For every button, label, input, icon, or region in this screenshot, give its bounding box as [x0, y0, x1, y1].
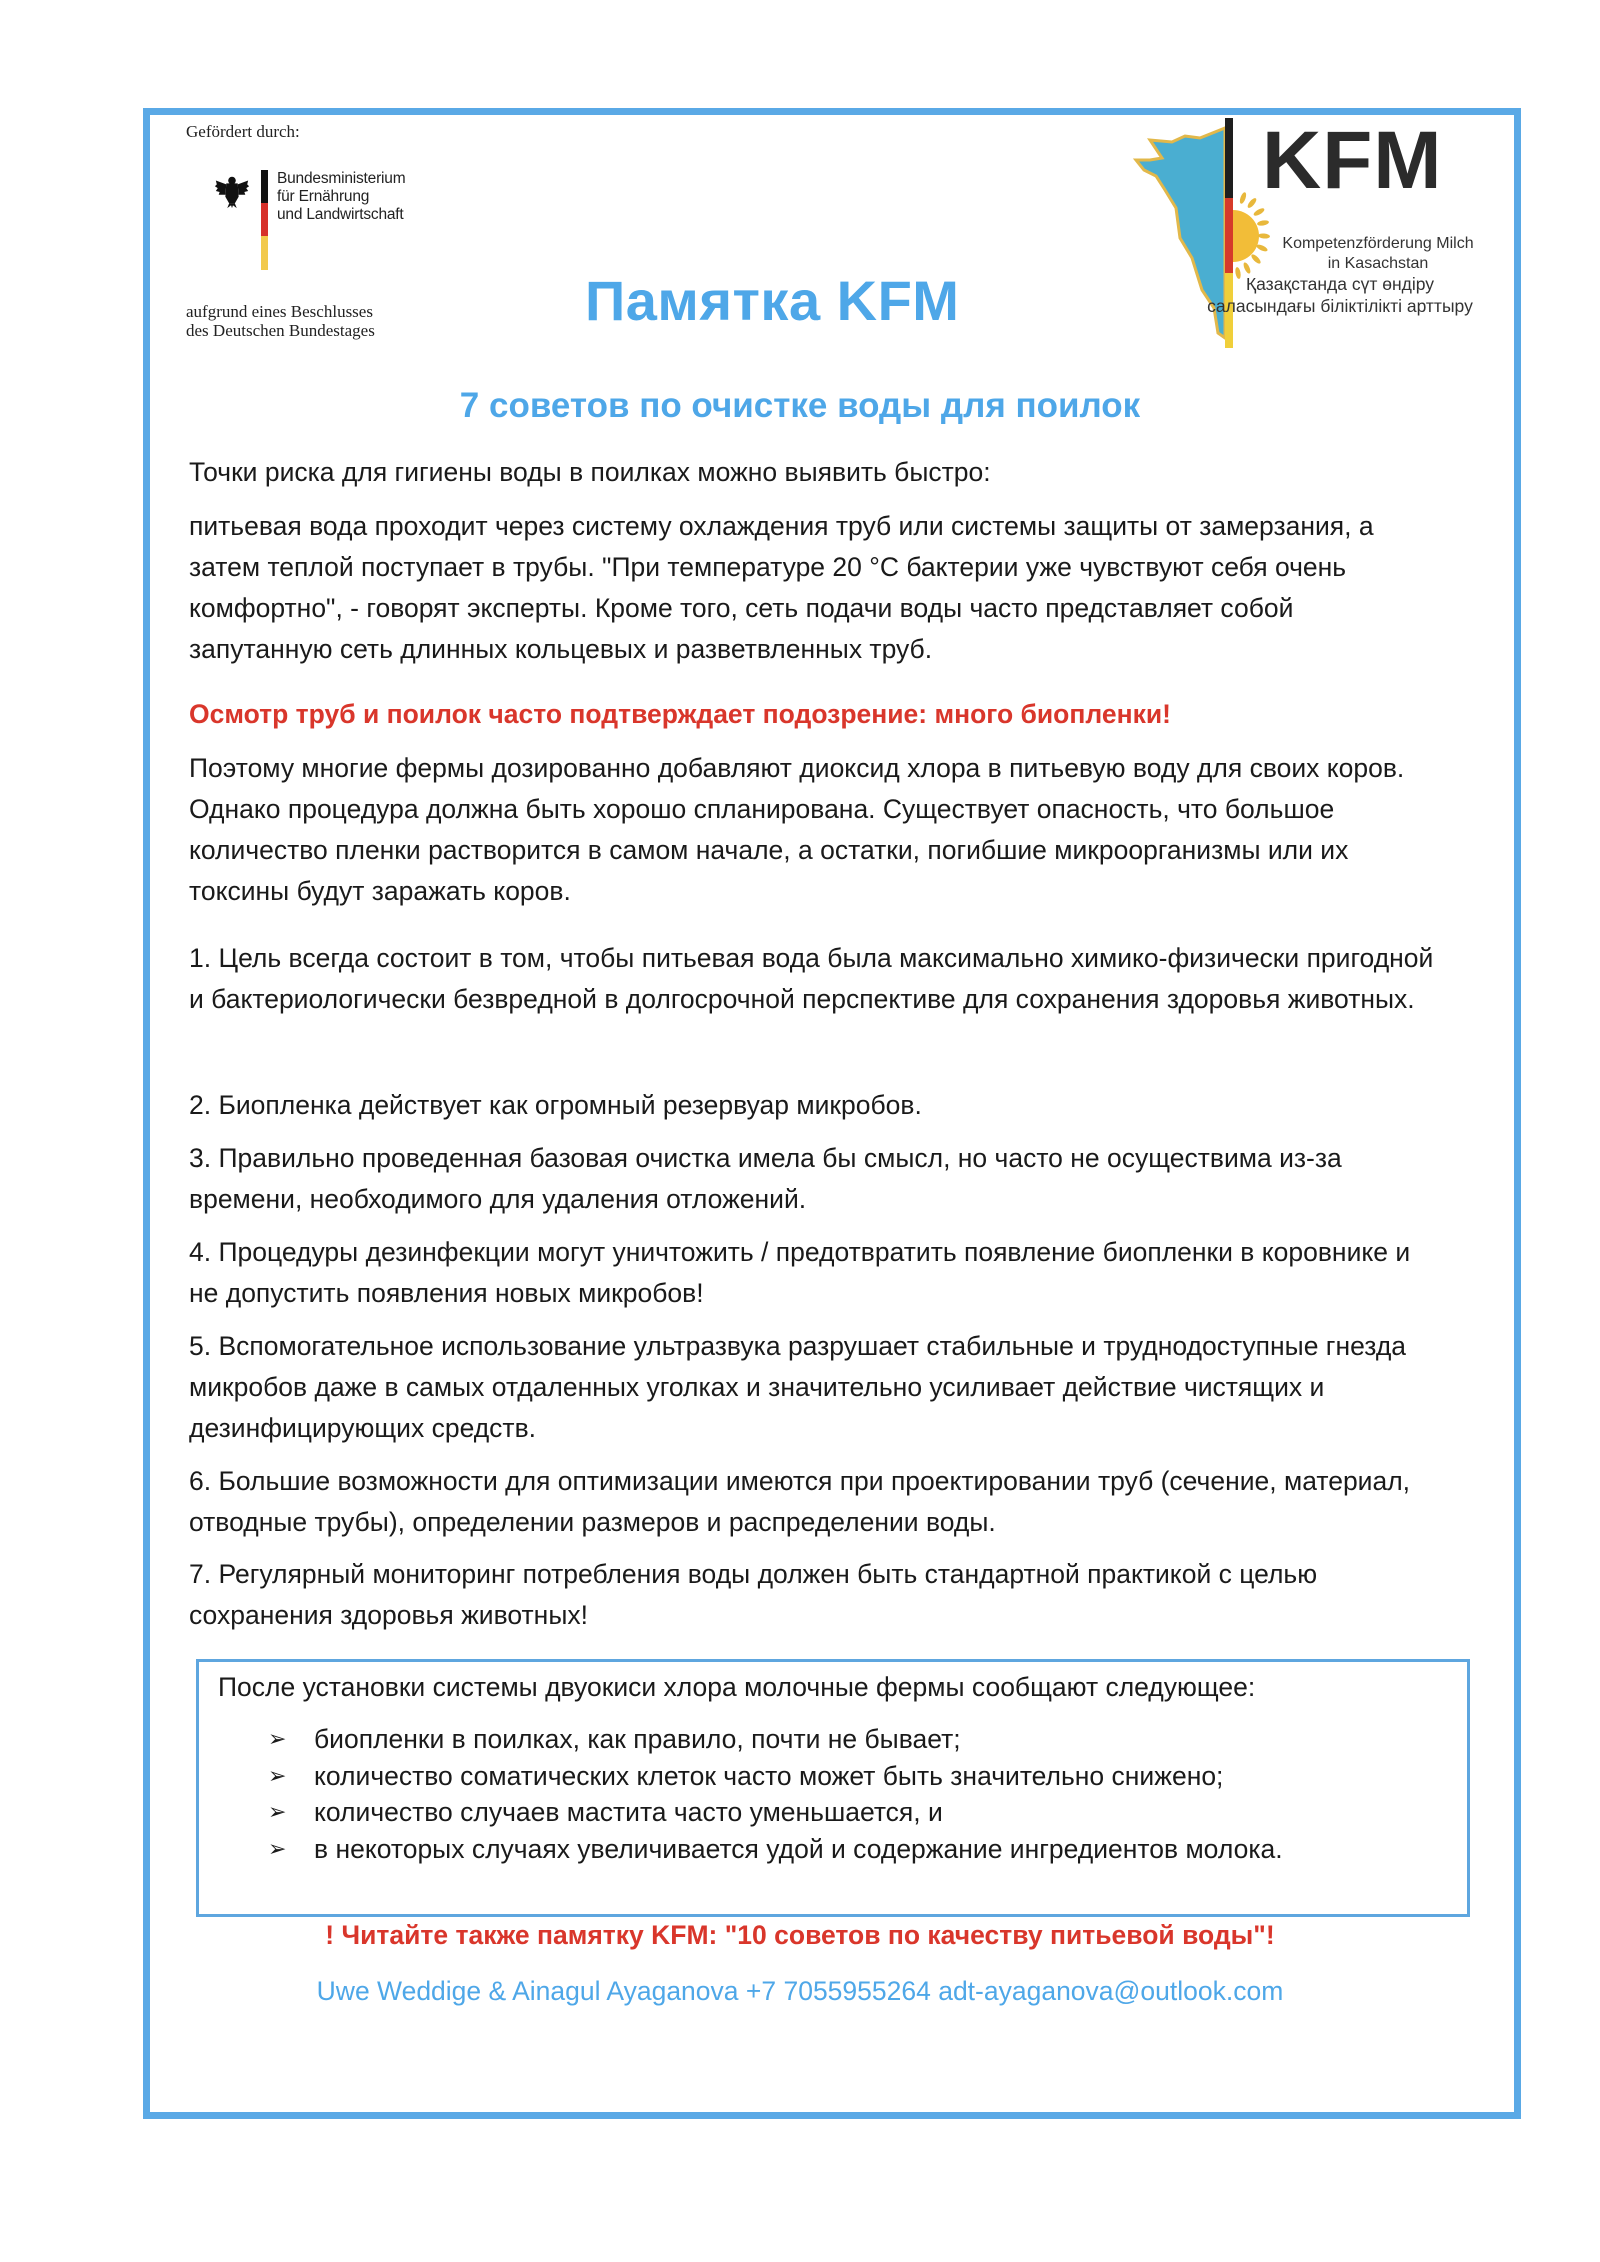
- list-item: ➢ биопленки в поилках, как правило, почти не бывает;: [268, 1721, 1283, 1758]
- funded-by-label: Gefördert durch:: [186, 122, 300, 141]
- tip-7: 7. Регулярный мониторинг потребления воды должен быть стандартной практикой с целью сохранения здоровья животных!: [189, 1559, 1318, 1630]
- intro-lead: Точки риска для гигиены воды в поилках можно выявить быстро:: [189, 457, 991, 487]
- german-flag-bar-icon: [261, 170, 268, 270]
- kfm-subtitle-kazakh: Қазақстанда сүт өндіру саласындағы біліктілікті арттыру: [1207, 274, 1473, 316]
- bundestag-resolution: aufgrund eines Beschlusses des Deutschen Bundestages: [186, 302, 375, 340]
- tip-5: 5. Вспомогательное использование ультразвука разрушает стабильные и труднодоступные гнезда микробов даже в самых отдаленных уголках и значительно усиливает действие чистящих и дезинфицирующих средств.: [189, 1331, 1407, 1443]
- kfm-subtitle-german: Kompetenzförderung Milch in Kasachstan: [1282, 235, 1474, 272]
- intro-paragraph: питьевая вода проходит через систему охлаждения труб или системы защиты от замерзания, а затем теплой поступает в трубы. "При температуре 20 °C бактерии уже чувствуют себя очень комфортно", - говорят эксперты. Кроме того, сеть подачи воды часто представляет собой запутанную сеть длинных кольцевых и разветвленных труб.: [189, 511, 1374, 664]
- federal-eagle-icon: [213, 172, 251, 210]
- kfm-wordmark: KFM: [1262, 115, 1443, 206]
- ministry-logo: [213, 170, 405, 270]
- tip-3: 3. Правильно проведенная базовая очистка имела бы смысл, но часто не осуществима из-за времени, необходимого для удаления отложений.: [189, 1143, 1342, 1214]
- tip-6: 6. Большие возможности для оптимизации имеются при проектировании труб (сечение, материал, отводные трубы), определении размеров и распределении воды.: [189, 1466, 1411, 1537]
- read-also-note: ! Читайте также памятку KFM: "10 советов по качеству питьевой воды"!: [325, 1920, 1275, 1950]
- list-item: ➢ количество соматических клеток часто может быть значительно снижено;: [268, 1758, 1283, 1795]
- page-title: Памятка KFM: [585, 269, 960, 332]
- list-item: ➢ количество случаев мастита часто уменьшается, и: [268, 1794, 1283, 1831]
- tip-2: 2. Биопленка действует как огромный резервуар микробов.: [189, 1090, 922, 1120]
- tip-4: 4. Процедуры дезинфекции могут уничтожить / предотвратить появление биопленки в коровнике и не допустить появления новых микробов!: [189, 1237, 1411, 1308]
- document-subtitle: 7 советов по очистке воды для поилок: [459, 386, 1141, 425]
- arrow-bullet-icon: ➢: [268, 1726, 287, 1751]
- results-intro: После установки системы двуокиси хлора молочные фермы сообщают следующее:: [218, 1672, 1256, 1702]
- tip-1: 1. Цель всегда состоит в том, чтобы питьевая вода была максимально химико-физически пригодной и бактериологически безвредной в долгосрочной перспективе для сохранения здоровья животных.: [189, 943, 1434, 1014]
- list-item: ➢ в некоторых случаях увеличивается удой и содержание ингредиентов молока.: [268, 1831, 1283, 1868]
- arrow-bullet-icon: ➢: [268, 1835, 287, 1861]
- chlorine-paragraph: Поэтому многие фермы дозированно добавляют диоксид хлора в питьевую воду для своих коров. Однако процедура должна быть хорошо спланирована. Существует опасность, что большое количество пленки растворится в самом начале, а остатки, погибшие микроорганизмы или их токсины будут заражать коров.: [189, 753, 1405, 906]
- contact-line: Uwe Weddige & Ainagul Ayaganova +7 7055955264 adt-ayaganova@outlook.com: [316, 1976, 1284, 2006]
- arrow-bullet-icon: ➢: [268, 1799, 287, 1824]
- results-list: [268, 1721, 1283, 1867]
- warning-text: Осмотр труб и поилок часто подтверждает подозрение: много биопленки!: [189, 699, 1171, 729]
- ministry-name: Bundesministerium für Ernährung und Landwirtschaft: [277, 170, 406, 223]
- arrow-bullet-icon: ➢: [268, 1762, 287, 1788]
